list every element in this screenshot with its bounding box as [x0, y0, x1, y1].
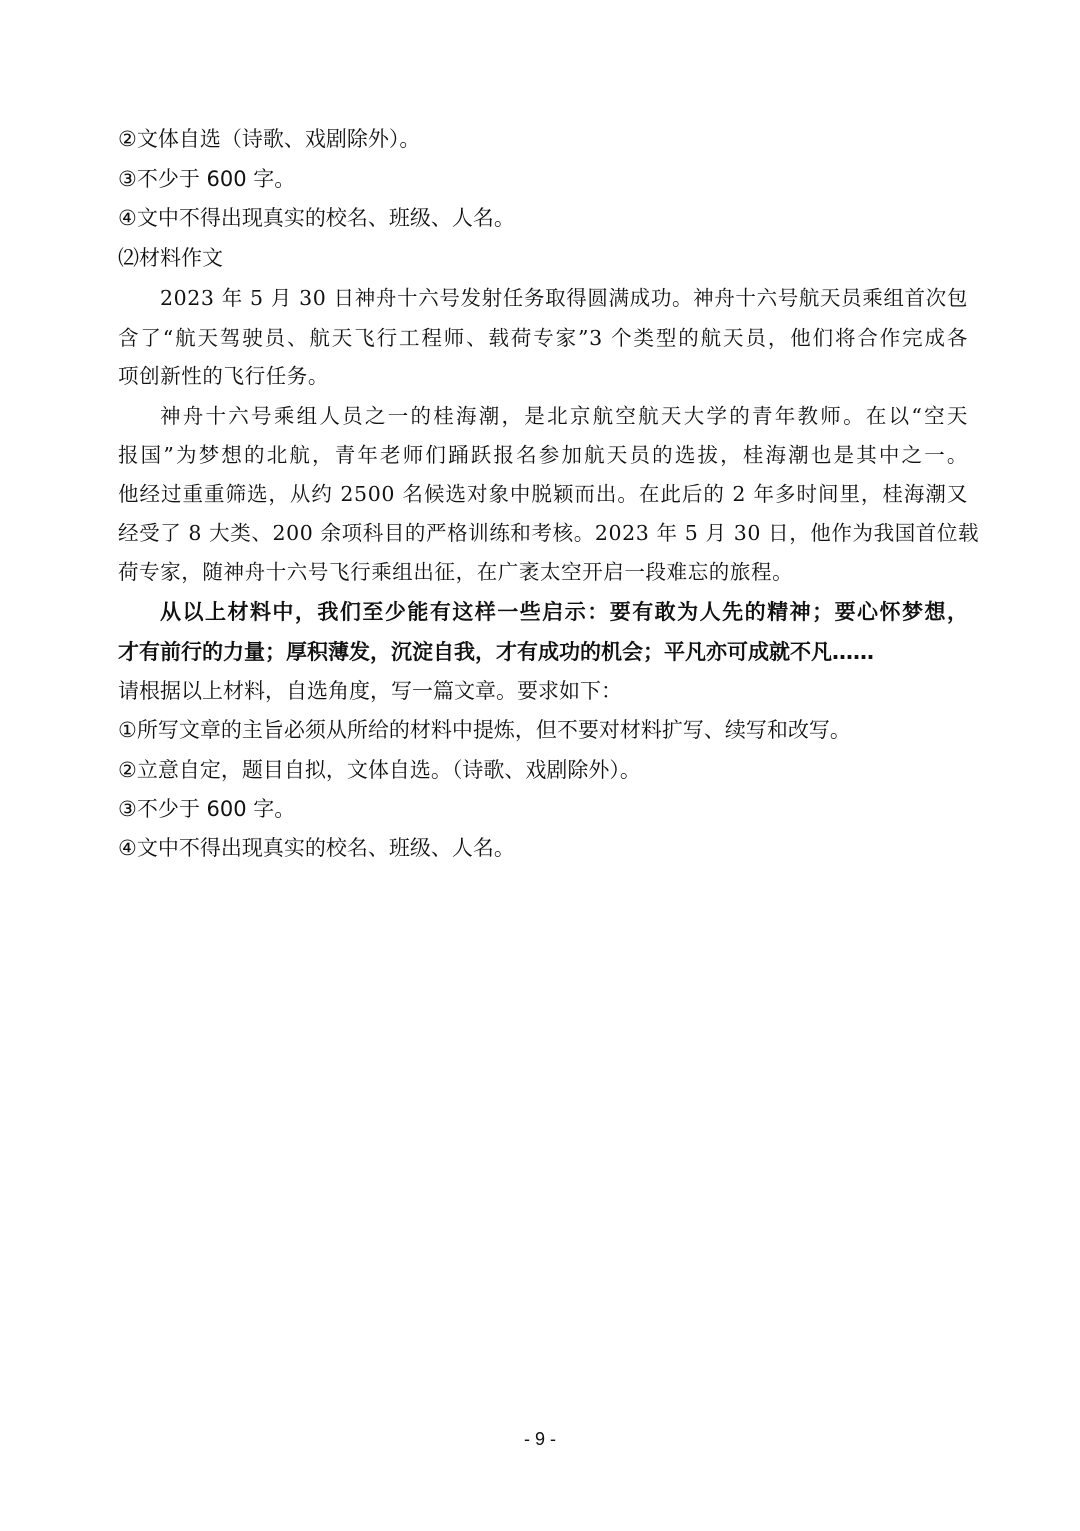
- requirement-length-line: ③不少于 600 字。: [118, 167, 296, 191]
- section-title: ⑵材料作文: [118, 246, 223, 270]
- requirement-names-line: ④文中不得出现真实的校名、班级、人名。: [118, 206, 515, 230]
- paragraph2-line-2: 报国”为梦想的北航，青年老师们踊跃报名参加航天员的选拔，桂海潮也是其中之一。: [118, 443, 968, 467]
- paragraph2-line-1: 神舟十六号乘组人员之一的桂海潮，是北京航空航天大学的青年教师。在以“空天: [160, 404, 968, 428]
- paragraph1-line-1: 2023 年 5 月 30 日神舟十六号发射任务取得圆满成功。神舟十六号航天员乘组首次包: [160, 286, 968, 310]
- instruction-line: 请根据以上材料，自选角度，写一篇文章。要求如下：: [118, 679, 622, 703]
- requirement-2-line: ②立意自定，题目自拟，文体自选。（诗歌、戏剧除外）。: [118, 758, 641, 782]
- paragraph1-line-3: 项创新性的飞行任务。: [118, 364, 329, 388]
- bold-insight-line-2: 才有前行的力量；厚积薄发，沉淀自我，才有成功的机会；平凡亦可成就不凡……: [118, 640, 874, 664]
- paragraph2-line-5: 荷专家，随神舟十六号飞行乘组出征，在广袤太空开启一段难忘的旅程。: [118, 560, 794, 584]
- bold-insight-line-1: 从以上材料中，我们至少能有这样一些启示：要有敢为人先的精神；要心怀梦想，: [160, 600, 968, 624]
- requirement-3-line: ③不少于 600 字。: [118, 797, 296, 821]
- page-number: - 9 -: [523, 1429, 556, 1449]
- paragraph1-line-2: 含了“航天驾驶员、航天飞行工程师、载荷专家”3 个类型的航天员，他们将合作完成各: [118, 326, 968, 350]
- requirement-genre-line: ②文体自选（诗歌、戏剧除外）。: [118, 127, 421, 151]
- paragraph2-line-4: 经受了 8 大类、200 余项科目的严格训练和考核。2023 年 5 月 30 日，他作为我国首位载: [118, 521, 980, 545]
- paragraph2-line-3: 他经过重重筛选，从约 2500 名候选对象中脱颖而出。在此后的 2 年多时间里，桂海潮又: [118, 482, 968, 506]
- requirement-1-line: ①所写文章的主旨必须从所给的材料中提炼，但不要对材料扩写、续写和改写。: [118, 718, 851, 742]
- requirement-4-line: ④文中不得出现真实的校名、班级、人名。: [118, 836, 515, 860]
